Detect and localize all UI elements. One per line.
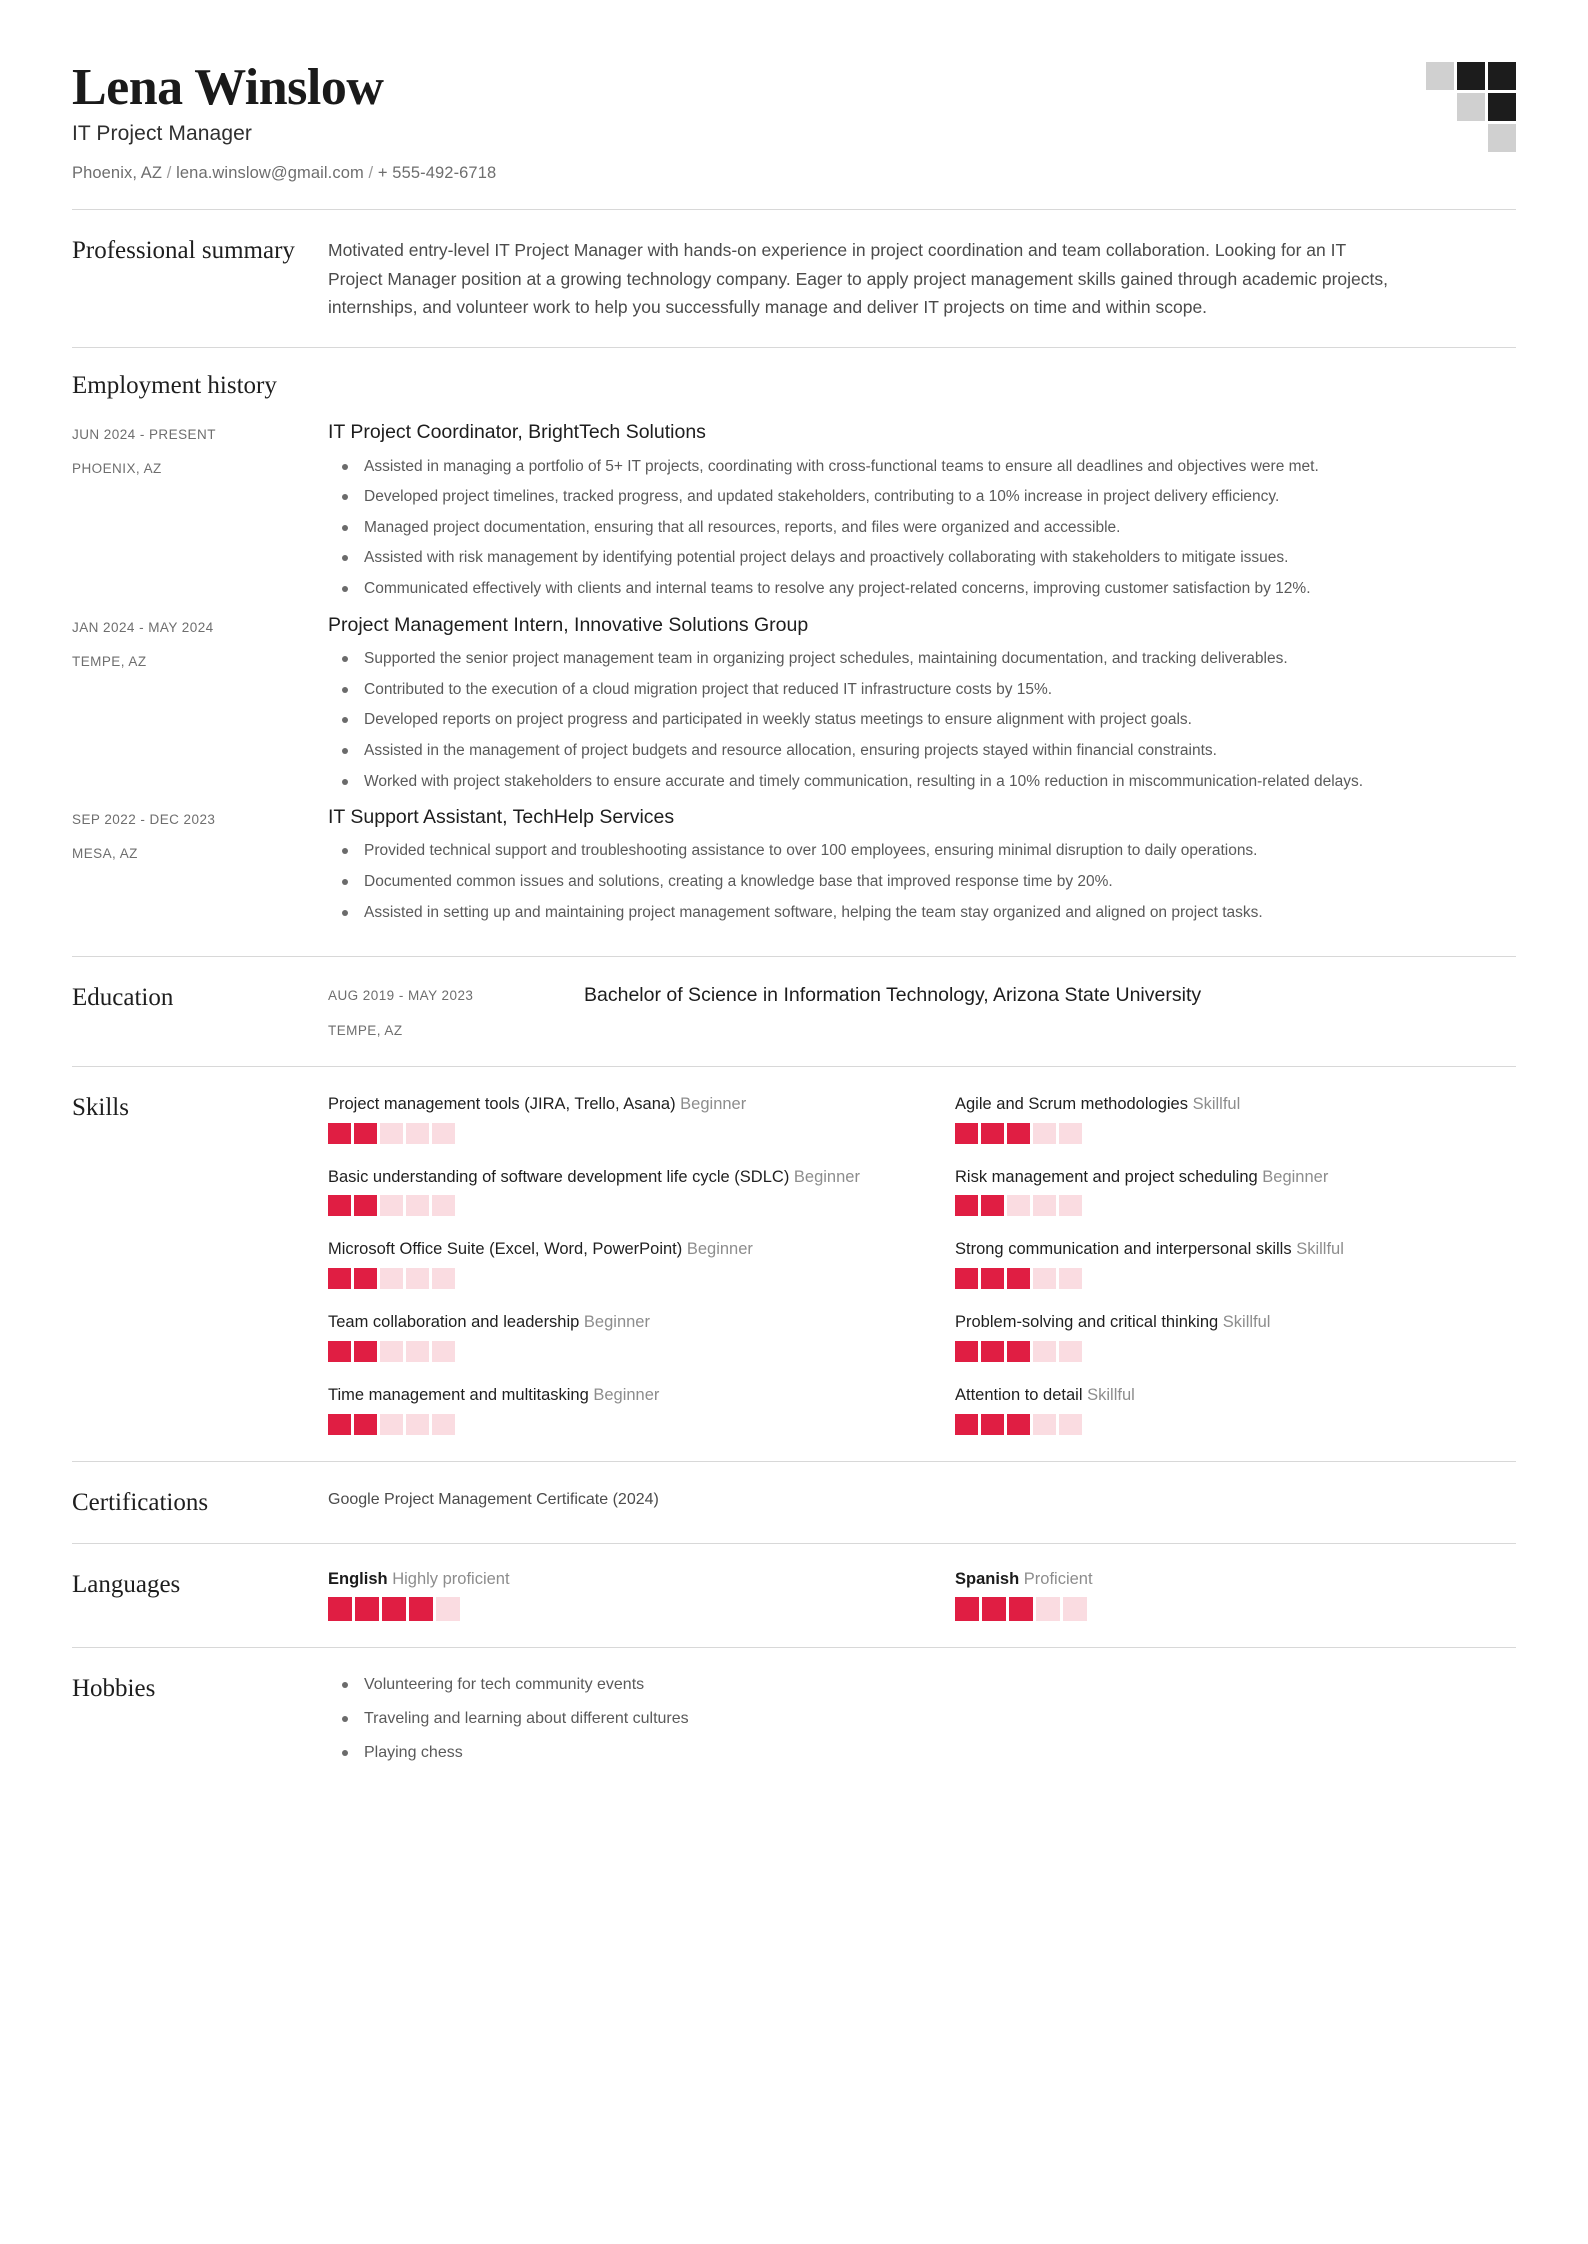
employment-body <box>328 613 1516 801</box>
language-level-label: Highly proficient <box>392 1570 510 1589</box>
section-title-certifications: Certifications <box>72 1488 209 1516</box>
skill-level-label: Beginner <box>583 1313 650 1332</box>
skill-level-label: Beginner <box>680 1094 747 1113</box>
skill-meter-empty <box>1033 1414 1056 1435</box>
section-title-summary: Professional summary <box>72 237 295 265</box>
employment-bullet: Assisted in the management of project budgets and resource allocation, ensuring projects stayed within financial constraints. <box>328 740 1516 763</box>
employment-bullet: Assisted in setting up and maintaining project management software, helping the team stay organized and aligned on project tasks. <box>328 902 1516 925</box>
skill-name-text: Microsoft Office Suite (Excel, Word, PowerPoint) <box>328 1240 683 1259</box>
employment-meta <box>72 613 328 801</box>
skill-meter-filled <box>955 1341 978 1362</box>
section-certifications <box>72 1462 1516 1544</box>
skill-meter-filled <box>328 1414 351 1435</box>
contact-line <box>72 164 1516 183</box>
employment-bullet: Supported the senior project management team in organizing project schedules, maintaining documentation, and tracking deliverables. <box>328 648 1516 671</box>
employment-location: TEMPE, AZ <box>72 653 147 669</box>
skill-meter-filled <box>981 1414 1004 1435</box>
employment-entry <box>72 420 1516 608</box>
skill-name-text: Problem-solving and critical thinking <box>955 1313 1219 1332</box>
skill-meter-empty <box>406 1268 429 1289</box>
skill-name <box>955 1238 1516 1261</box>
skill-meter-filled <box>354 1414 377 1435</box>
language-meter-empty <box>1063 1597 1087 1621</box>
skill-meter-empty <box>1033 1123 1056 1144</box>
contact-separator-2: / <box>368 164 374 183</box>
skill-meter-empty <box>380 1341 403 1362</box>
skill-meter-filled <box>354 1341 377 1362</box>
section-title-education: Education <box>72 984 174 1012</box>
candidate-name: Lena Winslow <box>72 59 384 116</box>
employment-bullet: Developed reports on project progress and participated in weekly status meetings to ensure alignment with project goals. <box>328 709 1516 732</box>
skill-name-text: Time management and multitasking <box>328 1385 589 1404</box>
contact-location: Phoenix, AZ <box>72 164 163 183</box>
section-title-employment: Employment history <box>72 372 277 400</box>
skill-meter-empty <box>1059 1268 1082 1289</box>
section-title-skills: Skills <box>72 1093 129 1121</box>
language-name-text: Spanish <box>955 1570 1020 1589</box>
employment-bullet: Worked with project stakeholders to ensure accurate and timely communication, resulting in a 10% reduction in miscommunication-related delays. <box>328 771 1516 794</box>
skill-level-label: Skillful <box>1222 1313 1271 1332</box>
skill-level-label: Beginner <box>1262 1167 1329 1186</box>
skill-meter-empty <box>1059 1123 1082 1144</box>
brand-logo-icon <box>1426 62 1516 152</box>
certification-item: Google Project Management Certificate (2024) <box>328 1490 659 1508</box>
skill-name <box>328 1311 889 1334</box>
skill-meter-filled <box>1007 1414 1030 1435</box>
skill-item <box>955 1311 1516 1362</box>
skill-name-text: Team collaboration and leadership <box>328 1313 580 1332</box>
employment-meta <box>72 420 328 608</box>
languages-grid <box>328 1570 1516 1621</box>
skill-name <box>955 1311 1516 1334</box>
employment-body <box>328 805 1516 932</box>
education-list <box>328 983 1516 1039</box>
skill-meter-filled <box>981 1268 1004 1289</box>
skill-meter-filled <box>981 1123 1004 1144</box>
skill-meter-filled <box>1007 1341 1030 1362</box>
skill-meter-empty <box>432 1123 455 1144</box>
employment-bullet: Developed project timelines, tracked progress, and updated stakeholders, contributing to a 10% increase in project delivery efficiency. <box>328 486 1516 509</box>
employment-role: IT Project Coordinator, BrightTech Solutions <box>328 421 706 444</box>
employment-bullet: Communicated effectively with clients and internal teams to resolve any project-related concerns, improving customer satisfaction by 12%. <box>328 578 1516 601</box>
logo-cell-0-1 <box>1457 62 1485 90</box>
hobbies-list <box>328 1674 1516 1763</box>
skill-meter-filled <box>354 1195 377 1216</box>
skill-level-meter <box>955 1195 1516 1216</box>
certifications-list <box>328 1488 1516 1518</box>
skill-name <box>955 1384 1516 1407</box>
section-education <box>72 957 1516 1065</box>
skill-name-text: Project management tools (JIRA, Trello, Asana) <box>328 1094 676 1113</box>
employment-bullet: Contributed to the execution of a cloud migration project that reduced IT infrastructure costs by 15%. <box>328 679 1516 702</box>
skill-meter-filled <box>955 1195 978 1216</box>
language-name <box>955 1570 1516 1589</box>
skill-meter-filled <box>981 1341 1004 1362</box>
language-meter-filled <box>955 1597 979 1621</box>
employment-role: IT Support Assistant, TechHelp Services <box>328 806 675 829</box>
skill-meter-empty <box>380 1268 403 1289</box>
employment-location: PHOENIX, AZ <box>72 461 162 477</box>
logo-cell-2-2 <box>1488 124 1516 152</box>
employment-bullet-list <box>328 648 1516 793</box>
skill-meter-empty <box>406 1341 429 1362</box>
language-level-meter <box>328 1597 889 1621</box>
language-meter-filled <box>382 1597 406 1621</box>
skill-level-label: Skillful <box>1296 1240 1344 1259</box>
skill-meter-filled <box>328 1341 351 1362</box>
skill-level-label: Skillful <box>1087 1385 1135 1404</box>
contact-separator-1: / <box>166 164 172 183</box>
skill-meter-empty <box>432 1414 455 1435</box>
education-degree: Bachelor of Science in Information Technology, Arizona State University <box>584 984 1202 1007</box>
section-professional-summary <box>72 210 1516 347</box>
skill-meter-filled <box>328 1123 351 1144</box>
language-meter-filled <box>1009 1597 1033 1621</box>
section-title-languages: Languages <box>72 1571 181 1599</box>
employment-bullet: Documented common issues and solutions, creating a knowledge base that improved response time by 20%. <box>328 871 1516 894</box>
skill-name-text: Risk management and project scheduling <box>955 1167 1258 1186</box>
contact-email[interactable]: lena.winslow@gmail.com <box>176 164 364 183</box>
employment-role: Project Management Intern, Innovative Solutions Group <box>328 613 809 636</box>
skill-level-meter <box>955 1268 1516 1289</box>
resume-header <box>72 60 1516 209</box>
skill-level-meter <box>328 1195 889 1216</box>
skill-meter-empty <box>1033 1268 1056 1289</box>
employment-bullet: Provided technical support and troubleshooting assistance to over 100 employees, ensuring minimal disruption to daily operations. <box>328 840 1516 863</box>
skill-level-meter <box>328 1414 889 1435</box>
hobby-item: Traveling and learning about different cultures <box>328 1708 1516 1730</box>
skill-meter-empty <box>380 1195 403 1216</box>
skill-meter-filled <box>1007 1123 1030 1144</box>
skill-meter-filled <box>1007 1268 1030 1289</box>
skill-meter-empty <box>432 1195 455 1216</box>
skill-meter-filled <box>981 1195 1004 1216</box>
skill-meter-empty <box>380 1123 403 1144</box>
logo-cell-0-0 <box>1426 62 1454 90</box>
skill-meter-filled <box>354 1123 377 1144</box>
employment-list <box>72 420 1516 932</box>
employment-meta <box>72 805 328 932</box>
skills-grid <box>328 1093 1516 1435</box>
skill-meter-empty <box>1059 1195 1082 1216</box>
hobby-item: Playing chess <box>328 1742 1516 1764</box>
skill-name-text: Agile and Scrum methodologies <box>955 1094 1188 1113</box>
skill-level-meter <box>955 1123 1516 1144</box>
skill-level-meter <box>328 1268 889 1289</box>
language-meter-filled <box>355 1597 379 1621</box>
employment-dates: JAN 2024 - MAY 2024 <box>72 619 214 635</box>
skill-meter-filled <box>955 1268 978 1289</box>
skill-level-label: Beginner <box>593 1385 660 1404</box>
education-meta <box>328 983 584 1039</box>
education-dates: AUG 2019 - MAY 2023 <box>328 988 474 1004</box>
skill-meter-empty <box>1059 1341 1082 1362</box>
skill-name <box>328 1384 889 1407</box>
section-languages <box>72 1544 1516 1647</box>
language-meter-empty <box>436 1597 460 1621</box>
skill-meter-empty <box>1059 1414 1082 1435</box>
skill-item <box>328 1311 889 1362</box>
logo-cell-2-0 <box>1426 124 1454 152</box>
section-title-hobbies: Hobbies <box>72 1675 156 1703</box>
skill-level-meter <box>328 1123 889 1144</box>
skill-level-meter <box>955 1341 1516 1362</box>
skill-item <box>955 1384 1516 1435</box>
skill-item <box>328 1093 889 1144</box>
skill-meter-empty <box>1033 1195 1056 1216</box>
employment-dates: JUN 2024 - PRESENT <box>72 427 216 443</box>
employment-bullet: Assisted with risk management by identifying potential project delays and proactively collaborating with stakeholders to mitigate issues. <box>328 547 1516 570</box>
logo-cell-0-2 <box>1488 62 1516 90</box>
skill-item <box>328 1384 889 1435</box>
skill-level-meter <box>328 1341 889 1362</box>
summary-text: Motivated entry-level IT Project Manager with hands-on experience in project coordination and team collaboration. Looking for an IT Project Manager position at a growing technology company. Eager to apply project management skills gained through academic projects, internships, and volunteer work to help you successfully manage and deliver IT projects on time and within scope. <box>328 240 1388 317</box>
language-name <box>328 1570 889 1589</box>
skill-meter-filled <box>955 1123 978 1144</box>
employment-entry <box>72 805 1516 932</box>
employment-dates: SEP 2022 - DEC 2023 <box>72 812 216 828</box>
language-meter-empty <box>1036 1597 1060 1621</box>
skill-meter-empty <box>406 1195 429 1216</box>
employment-bullet: Managed project documentation, ensuring that all resources, reports, and files were organized and accessible. <box>328 517 1516 540</box>
section-skills <box>72 1067 1516 1461</box>
skill-meter-empty <box>406 1123 429 1144</box>
skill-item <box>328 1238 889 1289</box>
skill-name <box>328 1166 889 1189</box>
employment-body <box>328 420 1516 608</box>
candidate-job-title: IT Project Manager <box>72 122 252 146</box>
language-item <box>955 1570 1516 1621</box>
skill-name-text: Attention to detail <box>955 1385 1083 1404</box>
skill-meter-filled <box>354 1268 377 1289</box>
logo-cell-2-1 <box>1457 124 1485 152</box>
skill-item <box>955 1093 1516 1144</box>
employment-bullet-list <box>328 456 1516 601</box>
logo-cell-1-0 <box>1426 93 1454 121</box>
language-item <box>328 1570 889 1621</box>
skill-item <box>955 1166 1516 1217</box>
section-employment-history <box>72 348 1516 956</box>
hobby-item: Volunteering for tech community events <box>328 1674 1516 1696</box>
skill-meter-filled <box>955 1414 978 1435</box>
employment-bullet-list <box>328 840 1516 924</box>
language-meter-filled <box>982 1597 1006 1621</box>
skill-level-label: Skillful <box>1192 1094 1241 1113</box>
language-name-text: English <box>328 1570 388 1589</box>
education-entry <box>328 983 1516 1039</box>
education-location: TEMPE, AZ <box>328 1022 403 1038</box>
skill-meter-filled <box>328 1195 351 1216</box>
skill-meter-empty <box>1007 1195 1030 1216</box>
skill-level-label: Beginner <box>686 1240 753 1259</box>
language-level-meter <box>955 1597 1516 1621</box>
logo-cell-1-1 <box>1457 93 1485 121</box>
skill-item <box>955 1238 1516 1289</box>
skill-level-meter <box>955 1414 1516 1435</box>
language-meter-filled <box>328 1597 352 1621</box>
skill-meter-empty <box>1033 1341 1056 1362</box>
skill-name <box>955 1166 1516 1189</box>
language-level-label: Proficient <box>1023 1570 1093 1589</box>
contact-phone: + 555-492-6718 <box>377 164 497 183</box>
skill-name <box>955 1093 1516 1116</box>
skill-meter-empty <box>432 1341 455 1362</box>
logo-cell-1-2 <box>1488 93 1516 121</box>
employment-location: MESA, AZ <box>72 846 138 862</box>
skill-name-text: Basic understanding of software development life cycle (SDLC) <box>328 1167 790 1186</box>
skill-meter-empty <box>432 1268 455 1289</box>
skill-meter-filled <box>328 1268 351 1289</box>
skill-meter-empty <box>406 1414 429 1435</box>
skill-item <box>328 1166 889 1217</box>
skill-name <box>328 1093 889 1116</box>
skill-level-label: Beginner <box>793 1167 860 1186</box>
employment-entry <box>72 613 1516 801</box>
skill-name-text: Strong communication and interpersonal skills <box>955 1240 1292 1259</box>
employment-bullet: Assisted in managing a portfolio of 5+ IT projects, coordinating with cross-functional teams to ensure all deadlines and objectives were met. <box>328 456 1516 479</box>
skill-name <box>328 1238 889 1261</box>
section-hobbies <box>72 1648 1516 1801</box>
language-meter-filled <box>409 1597 433 1621</box>
skill-meter-empty <box>380 1414 403 1435</box>
